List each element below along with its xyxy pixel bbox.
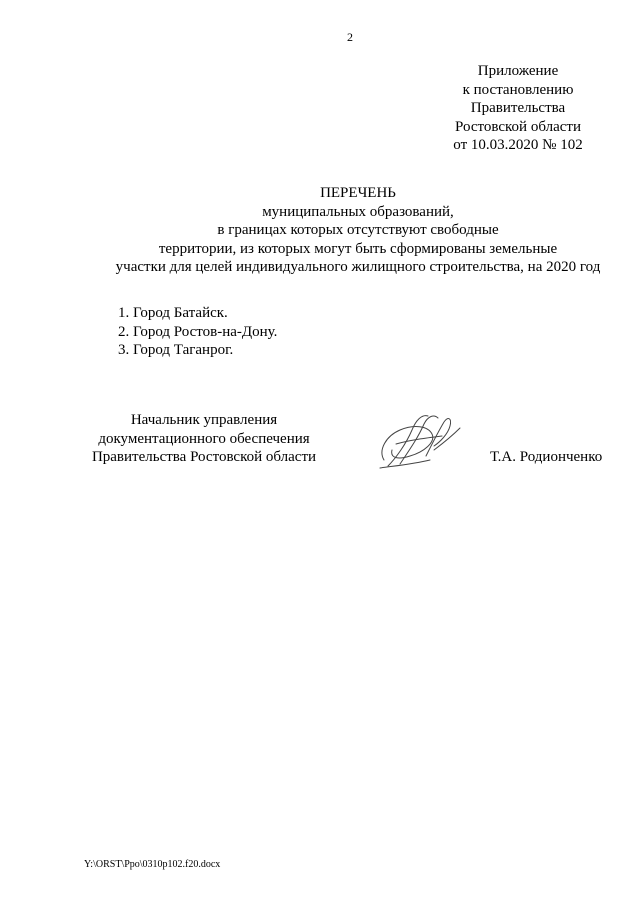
appendix-line: от 10.03.2020 № 102 xyxy=(453,137,583,153)
page-number: 2 xyxy=(347,30,353,44)
list-item: 1. Город Батайск. xyxy=(118,305,228,321)
signer-position-line: Начальник управления xyxy=(130,412,278,428)
appendix-block xyxy=(440,62,596,155)
appendix-line: Приложение xyxy=(477,63,559,79)
signer-name: Т.А. Родионченко xyxy=(490,449,603,465)
title-heading: ПЕРЕЧЕНЬ xyxy=(320,185,396,201)
signer-position xyxy=(84,411,324,467)
file-path: Y:\ORST\Ppo\0310p102.f20.docx xyxy=(84,859,221,870)
handwritten-signature xyxy=(370,400,470,478)
title-line: участки для целей индивидуального жилищного строительства, на 2020 год xyxy=(115,259,601,275)
signer-position-line: документационного обеспечения xyxy=(98,430,310,447)
signer-position-line: Правительства Ростовской области xyxy=(91,449,317,465)
title-line: муниципальных образований, xyxy=(262,203,454,220)
list-item: 3. Город Таганрог. xyxy=(118,342,234,358)
document-title xyxy=(60,184,640,277)
appendix-line: к постановлению xyxy=(462,81,574,98)
title-line: территории, из которых могут быть сформированы земельные xyxy=(158,240,558,257)
municipality-list xyxy=(118,304,277,360)
appendix-line: Ростовской области xyxy=(455,118,581,135)
list-item: 2. Город Ростов-на-Дону. xyxy=(118,323,278,340)
title-line: в границах которых отсутствуют свободные xyxy=(217,222,499,238)
appendix-line: Правительства xyxy=(470,100,566,116)
